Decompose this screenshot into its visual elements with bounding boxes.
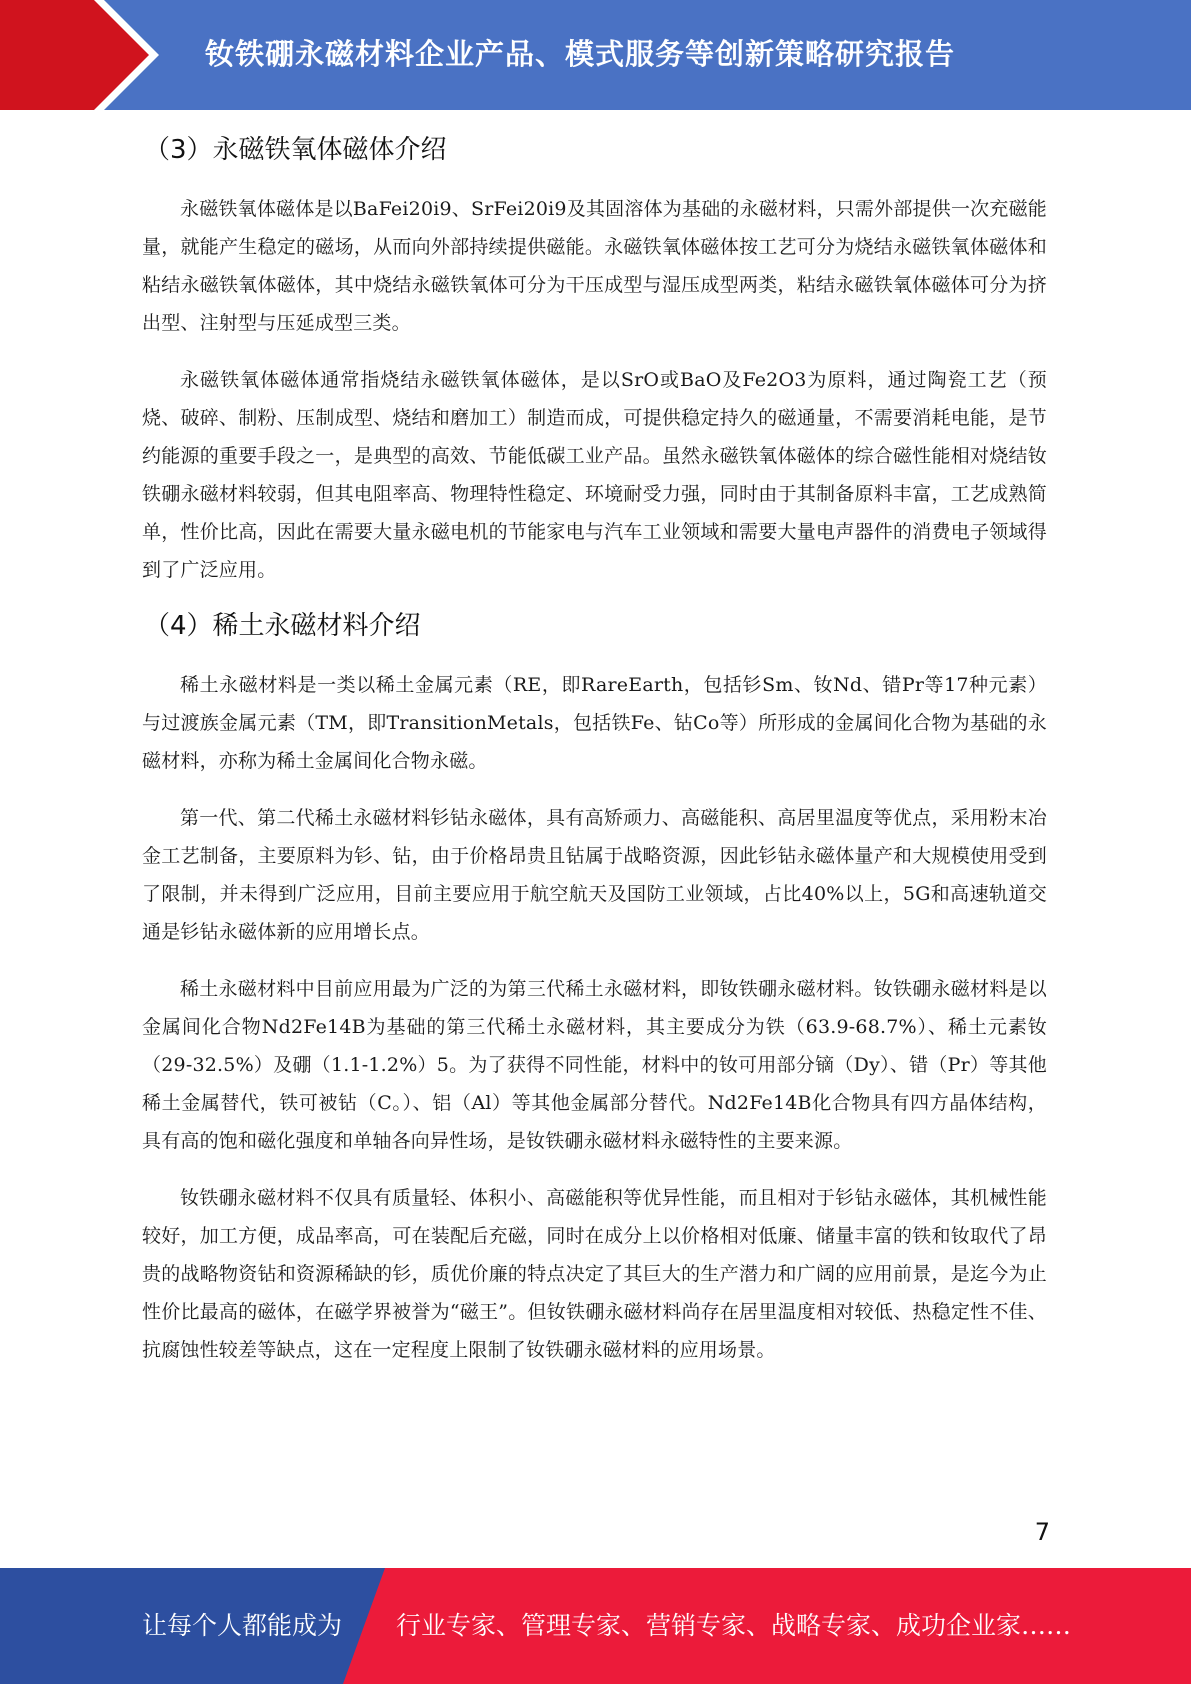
report-title: 钕铁硼永磁材料企业产品、模式服务等创新策略研究报告	[205, 37, 956, 71]
page-content	[142, 118, 1047, 1388]
paragraph: 稀土永磁材料中目前应用最为广泛的为第三代稀土永磁材料，即钕铁硼永磁材料。钕铁硼永磁材料是以金属间化合物Nd2Fe14B为基础的第三代稀土永磁材料，其主要成分为铁（63.9-68.7%）、稀土元素钕（29-32.5%）及硼（1.1-1.2%）5。为了获得不同性能，材料中的钕可用部分镝（Dy）、错（Pr）等其他稀土金属替代，铁可被钻（C。）、铝（Al）等其他金属部分替代。Nd2Fe14B化合物具有四方晶体结构，具有高的饱和磁化强度和单轴各向异性场，是钕铁硼永磁材料永磁特性的主要来源。	[142, 978, 1047, 1152]
paragraph: 钕铁硼永磁材料不仅具有质量轻、体积小、高磁能积等优异性能，而且相对于钐钻永磁体，其机械性能较好，加工方便，成品率高，可在装配后充磁，同时在成分上以价格相对低廉、储量丰富的铁和钕取代了昂贵的战略物资钻和资源稀缺的钐，质优价廉的特点决定了其巨大的生产潜力和广阔的应用前景，是迄今为止性价比最高的磁体，在磁学界被誉为“磁王”。但钕铁硼永磁材料尚存在居里温度相对较低、热稳定性不佳、抗腐蚀性较差等缺点，这在一定程度上限制了钕铁硼永磁材料的应用场景。	[142, 1187, 1047, 1361]
footer-slogan-right: 行业专家、管理专家、营销专家、战略专家、成功企业家……	[396, 1611, 1072, 1640]
header-red-chevron	[0, 0, 150, 110]
footer-banner	[0, 1568, 1191, 1684]
paragraph: 第一代、第二代稀土永磁材料钐钻永磁体，具有高矫顽力、高磁能积、高居里温度等优点，采用粉末冶金工艺制备，主要原料为钐、钻，由于价格昂贵且钻属于战略资源，因此钐钻永磁体量产和大规模使用受到了限制，并未得到广泛应用，目前主要应用于航空航天及国防工业领域，占比40%以上，5G和高速轨道交通是钐钻永磁体新的应用增长点。	[142, 807, 1047, 943]
paragraph: 永磁铁氧体磁体是以BaFei20i9、SrFei20i9及其固溶体为基础的永磁材料，只需外部提供一次充磁能量，就能产生稳定的磁场，从而向外部持续提供磁能。永磁铁氧体磁体按工艺可分为烧结永磁铁氧体磁体和粘结永磁铁氧体磁体，其中烧结永磁铁氧体可分为干压成型与湿压成型两类，粘结永磁铁氧体磁体可分为挤出型、注射型与压延成型三类。	[142, 198, 1047, 334]
footer-slogan-left: 让每个人都能成为	[142, 1611, 343, 1640]
paragraph: 稀土永磁材料是一类以稀土金属元素（RE，即RareEarth，包括钐Sm、钕Nd、错Pr等17种元素）与过渡族金属元素（TM，即TransitionMetals，包括铁Fe、钻Co等）所形成的金属间化合物为基础的永磁材料，亦称为稀土金属间化合物永磁。	[142, 674, 1047, 772]
page-number: 7	[1034, 1518, 1050, 1546]
paragraph: 永磁铁氧体磁体通常指烧结永磁铁氧体磁体，是以SrO或BaO及Fe2O3为原料，通过陶瓷工艺（预烧、破碎、制粉、压制成型、烧结和磨加工）制造而成，可提供稳定持久的磁通量，不需要消耗电能，是节约能源的重要手段之一，是典型的高效、节能低碳工业产品。虽然永磁铁氧体磁体的综合磁性能相对烧结钕铁硼永磁材料较弱，但其电阻率高、物理特性稳定、环境耐受力强，同时由于其制备原料丰富，工艺成熟简单，性价比高，因此在需要大量永磁电机的节能家电与汽车工业领域和需要大量电声器件的消费电子领域得到了广泛应用。	[142, 369, 1047, 581]
section-heading-rare-earth: （4）稀土永磁材料介绍	[144, 611, 421, 641]
header-banner	[0, 0, 1191, 110]
section-heading-ferrite: （3）永磁铁氧体磁体介绍	[144, 135, 447, 165]
